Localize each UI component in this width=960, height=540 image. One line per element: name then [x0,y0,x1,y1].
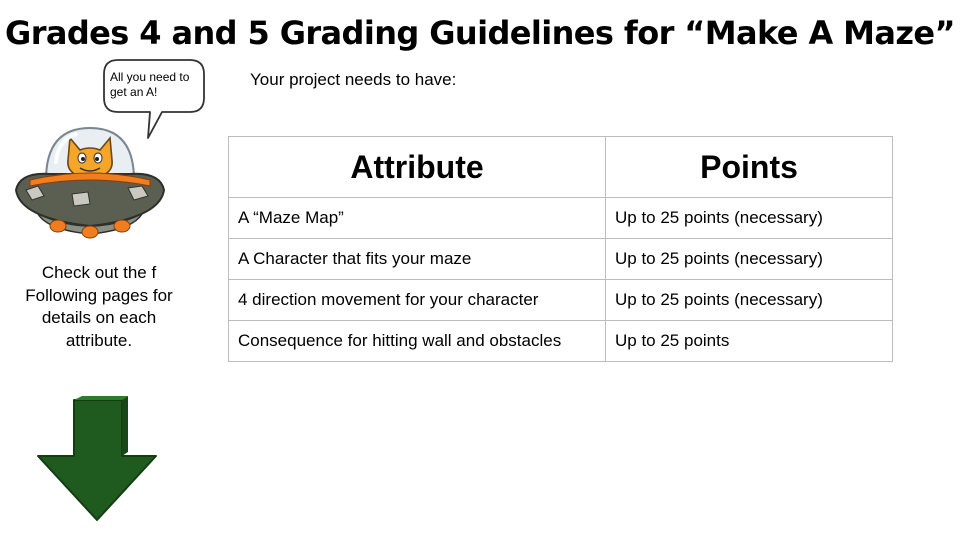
side-note: Check out the f Following pages for details on each attribute. [25,263,173,350]
table-row [229,239,893,280]
attribute-cell: A “Maze Map” [229,198,606,239]
grading-table [228,136,893,362]
table-header-row [229,137,893,198]
table-row [229,198,893,239]
cat-in-ufo-icon [10,122,166,242]
attribute-cell: 4 direction movement for your character [229,280,606,321]
attribute-cell: Consequence for hitting wall and obstacles [229,321,606,362]
points-cell: Up to 25 points (necessary) [606,239,893,280]
attribute-cell: A Character that fits your maze [229,239,606,280]
header-points: Points [606,137,893,198]
intro-text: Your project needs to have: [250,70,457,89]
points-cell: Up to 25 points (necessary) [606,280,893,321]
points-cell: Up to 25 points [606,321,893,362]
speech-bubble-text: All you need to get an A! [110,70,190,99]
table-row [229,321,893,362]
header-attribute: Attribute [229,137,606,198]
table-row [229,280,893,321]
points-cell: Up to 25 points (necessary) [606,198,893,239]
down-arrow-icon [34,396,160,524]
slide-title: Grades 4 and 5 Grading Guidelines for “Make A Maze” [5,14,955,52]
